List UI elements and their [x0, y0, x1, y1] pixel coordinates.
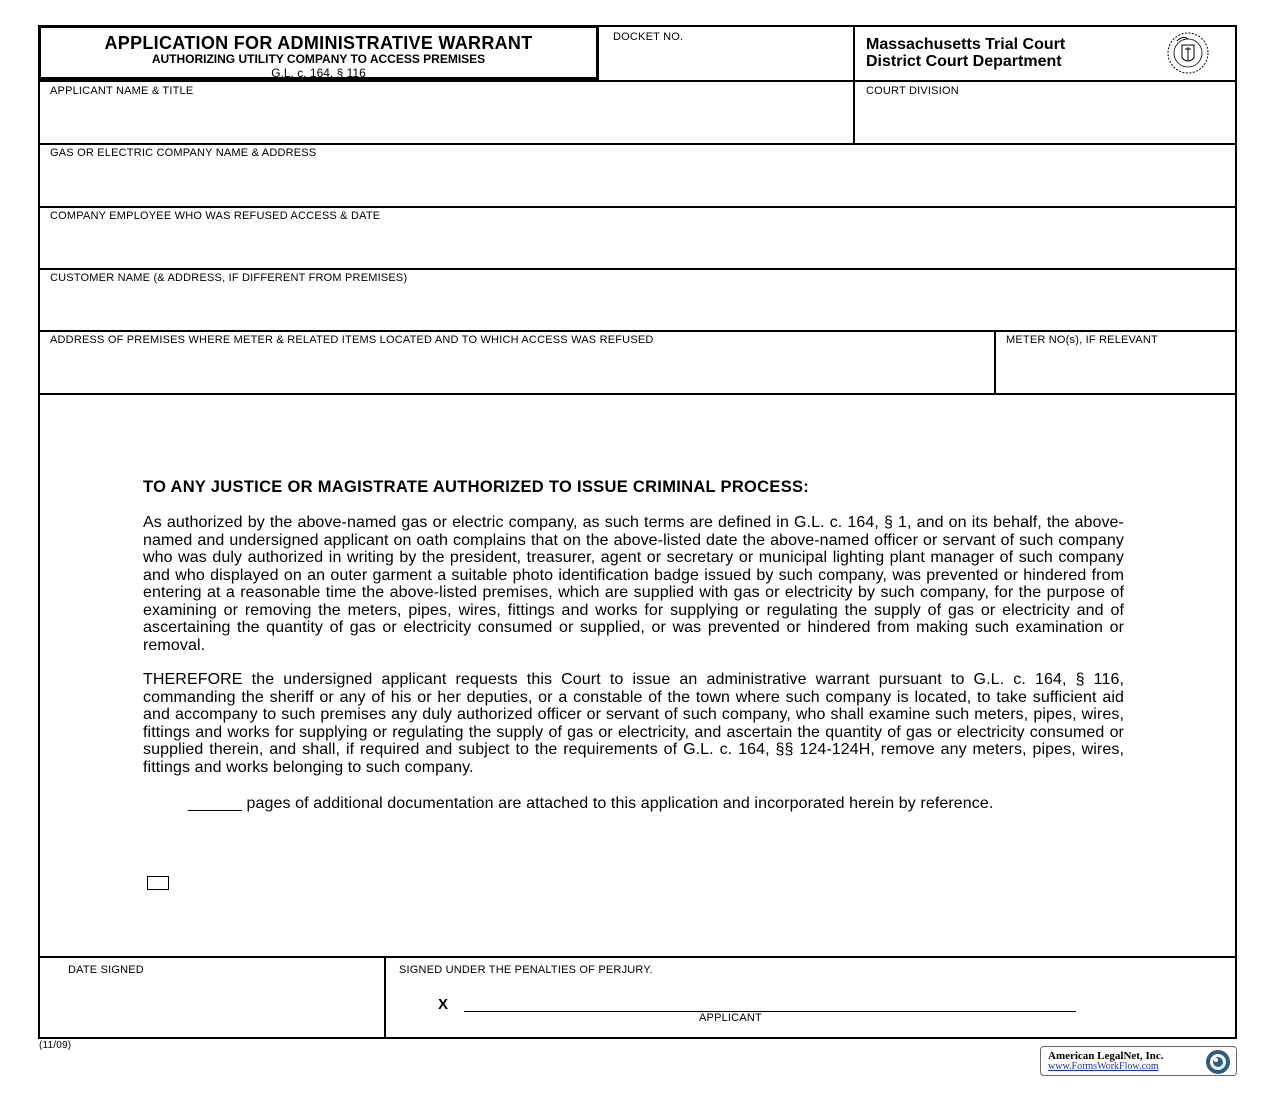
customer-field[interactable]: CUSTOMER NAME (& ADDRESS, IF DIFFERENT FROM PREMISES)	[50, 272, 408, 284]
complaint-paragraph: As authorized by the above-named gas or electric company, as such terms are defined in G.L. c. 164, § 1, and on its behalf, the above-named and undersigned applicant on oath complains that on the above-listed date the above-named officer or servant of such company who was duly authorized in writing by the president, treasurer, agent or secretary or municipal lighting plant manager of such company and who displayed on an outer garment a suitable photo identification badge issued by such company, was prevented or hindered from entering at a reasonable time the above-listed premises, which are supplied with gas or electricity by such company, for the purpose of examining or removing the meters, pipes, wires, fittings and works for supplying or regulating the supply of gas or electricity and of ascertaining the quantity of gas or electricity consumed or supplied, or was prevented or hindered from making such examination or removal.	[143, 514, 1124, 654]
vendor-badge[interactable]	[1040, 1046, 1237, 1076]
greeting: TO ANY JUSTICE OR MAGISTRATE AUTHORIZED TO ISSUE CRIMINAL PROCESS:	[143, 478, 810, 496]
vendor-link[interactable]: www.FormsWorkFlow.com	[1048, 1061, 1159, 1072]
divider	[994, 330, 996, 394]
applicant-field[interactable]: APPLICANT NAME & TITLE	[50, 85, 194, 97]
attachment-paragraph[interactable]: ______ pages of additional documentation are attached to this application and incorporated herein by reference.	[188, 795, 994, 812]
perjury-label: SIGNED UNDER THE PENALTIES OF PERJURY.	[399, 964, 653, 976]
signature-x-mark: X	[438, 996, 449, 1013]
divider	[38, 956, 1237, 958]
court-name: Massachusetts Trial Court District Court Department	[866, 36, 1066, 70]
court-division-field[interactable]: COURT DIVISION	[866, 85, 959, 97]
form-citation: G.L. c. 164, § 116	[271, 66, 366, 80]
divider	[853, 25, 855, 144]
divider	[38, 393, 1237, 395]
divider	[38, 80, 1237, 82]
applicant-signature-label: APPLICANT	[699, 1012, 762, 1024]
premises-field[interactable]: ADDRESS OF PREMISES WHERE METER & RELATED ITEMS LOCATED AND TO WHICH ACCESS WAS REFUSED	[50, 334, 654, 346]
divider	[38, 330, 1237, 332]
divider	[38, 206, 1237, 208]
signature-line[interactable]	[464, 1011, 1076, 1012]
form-title: APPLICATION FOR ADMINISTRATIVE WARRANT	[104, 33, 533, 53]
vendor-logo-icon	[1201, 1048, 1235, 1076]
divider	[384, 956, 386, 1039]
divider	[38, 143, 1237, 145]
warrant-body	[143, 478, 1124, 831]
vendor-name: American LegalNet, Inc.	[1048, 1050, 1164, 1062]
docket-label: DOCKET NO.	[613, 31, 684, 43]
request-paragraph: THEREFORE the undersigned applicant requests this Court to issue an administrative warrant pursuant to G.L. c. 164, § 116, commanding the sheriff or any of his or her deputies, or a constable of the town where such company is located, to take sufficient aid and accompany to such premises any duly authorized officer or servant of such company, who shall examine such meters, pipes, wires, fittings and works for supplying or regulating the supply of gas or electricity, and ascertain the quantity of gas or electricity consumed or supplied therein, and shall, if required and subject to the requirements of G.L. c. 164, §§ 124-124H, remove any meters, pipes, wires, fittings and works belonging to such company.	[143, 671, 1124, 776]
form-date: (11/09)	[39, 1040, 72, 1051]
company-field[interactable]: GAS OR ELECTRIC COMPANY NAME & ADDRESS	[50, 147, 317, 159]
date-signed-field[interactable]: DATE SIGNED	[68, 964, 144, 976]
form-subtitle: AUTHORIZING UTILITY COMPANY TO ACCESS PREMISES	[151, 52, 486, 66]
meter-field[interactable]: METER NO(s), IF RELEVANT	[1006, 334, 1158, 346]
massachusetts-seal-icon	[1163, 31, 1213, 75]
employee-field[interactable]: COMPANY EMPLOYEE WHO WAS REFUSED ACCESS & DATE	[50, 210, 381, 222]
divider	[38, 268, 1237, 270]
title-box	[38, 25, 599, 80]
attachment-checkbox[interactable]	[147, 876, 169, 890]
